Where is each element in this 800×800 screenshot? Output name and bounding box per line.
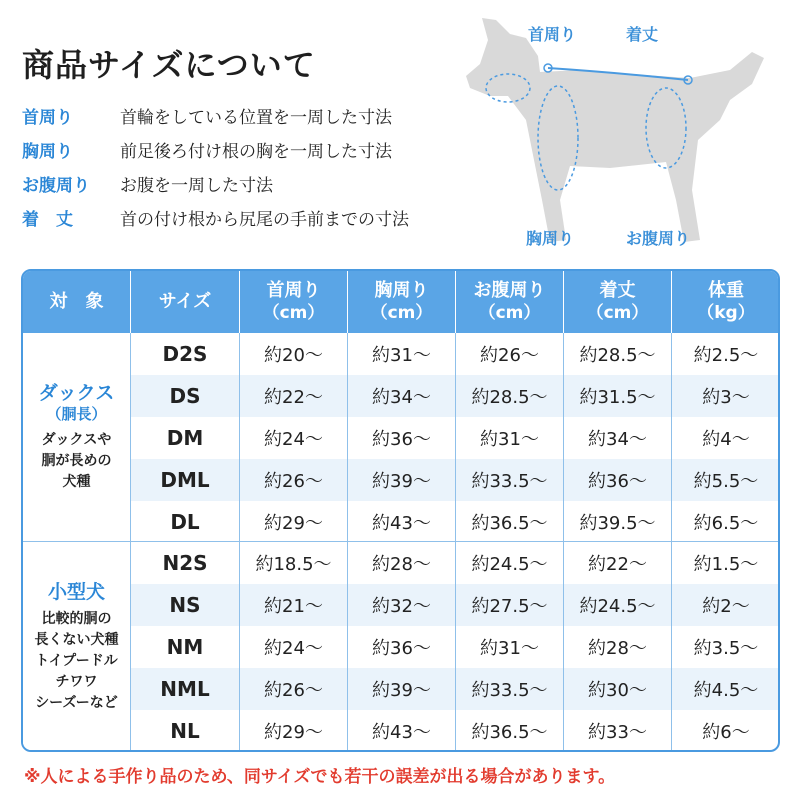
- value-cell: 約39〜: [348, 459, 456, 501]
- group-dachshund: [23, 333, 131, 541]
- value-cell: 約33〜: [564, 710, 672, 752]
- header-unit: （cm）: [370, 303, 433, 323]
- value-cell: 約2.5〜: [693, 345, 759, 366]
- value-cell: 約36〜: [348, 417, 456, 459]
- header-chest: [348, 271, 456, 333]
- header-label: サイズ: [158, 291, 212, 312]
- dog-silhouette-icon: [430, 0, 800, 260]
- value-cell: 約36〜: [348, 626, 456, 668]
- definition-term: 首周り: [22, 107, 73, 128]
- value-cell: 約24〜: [240, 626, 348, 668]
- value-cell: 約36〜: [564, 459, 672, 501]
- size-table: [21, 269, 780, 752]
- value-cell: 約28.5〜: [456, 375, 564, 417]
- group-name: 小型犬: [47, 580, 105, 603]
- size-cell: N2S: [131, 542, 240, 584]
- header-belly: [456, 271, 564, 333]
- size-cell: DM: [131, 417, 240, 459]
- value-cell: 約22〜: [564, 542, 672, 584]
- table-row: [131, 542, 780, 584]
- group-desc-line: 犬種: [62, 473, 91, 490]
- dog-measurement-diagram: [430, 0, 800, 260]
- value-cell: 約18.5〜: [240, 542, 348, 584]
- table-row: [131, 417, 780, 459]
- definition-neck: [22, 98, 409, 132]
- header-label: 首周り: [266, 280, 321, 301]
- value-cell: 約26〜: [456, 333, 564, 375]
- page-title: 商品サイズについて: [22, 46, 316, 84]
- header-unit: （cm）: [586, 303, 649, 323]
- value-cell: 約24.5〜: [564, 584, 672, 626]
- value-cell: 約26〜: [240, 459, 348, 501]
- group-desc-line: 胴が長めの: [41, 452, 112, 469]
- table-row: [131, 710, 780, 752]
- header-target: [23, 271, 131, 333]
- table-row: [131, 626, 780, 668]
- header-label: お腹周り: [473, 280, 546, 301]
- header-label: 体重: [708, 280, 744, 301]
- diagram-label-length: 着丈: [626, 25, 659, 44]
- header-label: 着丈: [599, 280, 636, 301]
- size-cell: DS: [131, 375, 240, 417]
- value-cell: 約39〜: [348, 668, 456, 710]
- definition-term: 胸周り: [22, 141, 73, 162]
- definition-term: お腹周り: [22, 175, 90, 196]
- header-neck: [240, 271, 348, 333]
- value-cell: 約4.5〜: [693, 680, 759, 701]
- footnote: ※人による手作り品のため、同サイズでも若干の誤差が出る場合があります。: [24, 767, 616, 787]
- definitions-list: [22, 98, 409, 234]
- diagram-label-belly: お腹周り: [626, 229, 691, 248]
- table-row: [131, 501, 780, 543]
- group-name: ダックス: [38, 381, 115, 404]
- header-label: 対 象: [49, 291, 104, 312]
- diagram-label-chest: 胸周り: [526, 229, 575, 248]
- value-cell: 約28.5〜: [564, 333, 672, 375]
- value-cell: 約24.5〜: [456, 542, 564, 584]
- group-desc: [35, 609, 119, 714]
- table-row: [131, 459, 780, 501]
- value-cell: 約39.5〜: [564, 501, 672, 543]
- group-desc-line: 比較的胴の: [41, 610, 112, 627]
- group-sub: （胴長）: [46, 404, 107, 423]
- size-cell: NML: [131, 668, 240, 710]
- value-cell: 約30〜: [564, 668, 672, 710]
- size-cell: D2S: [131, 333, 240, 375]
- group-desc: [42, 430, 112, 493]
- definition-term: 着 丈: [22, 209, 73, 230]
- value-cell: 約21〜: [240, 584, 348, 626]
- value-cell: 約31.5〜: [564, 375, 672, 417]
- table-header: [23, 271, 778, 333]
- value-cell: 約24〜: [240, 417, 348, 459]
- value-cell: 約34〜: [564, 417, 672, 459]
- value-cell: 約2〜: [702, 596, 750, 617]
- value-cell: 約31〜: [456, 417, 564, 459]
- value-cell: 約1.5〜: [693, 554, 759, 575]
- definition-desc: お腹を一周した寸法: [120, 175, 273, 196]
- group-desc-line: 長くない犬種: [34, 631, 119, 648]
- group-desc-line: シーズーなど: [35, 694, 118, 711]
- size-cell: DML: [131, 459, 240, 501]
- value-cell: 約5.5〜: [693, 471, 759, 492]
- value-cell: 約26〜: [240, 668, 348, 710]
- header-label: 胸周り: [374, 280, 429, 301]
- header-size: [131, 271, 240, 333]
- size-cell: NL: [131, 710, 240, 752]
- value-cell: 約27.5〜: [456, 584, 564, 626]
- value-cell: 約43〜: [348, 501, 456, 543]
- header-length: [564, 271, 672, 333]
- size-cell: NM: [131, 626, 240, 668]
- value-cell: 約33.5〜: [456, 668, 564, 710]
- definition-desc: 前足後ろ付け根の胸を一周した寸法: [120, 141, 392, 162]
- table-row: [131, 375, 780, 417]
- value-cell: 約36.5〜: [456, 501, 564, 543]
- definition-length: [22, 200, 409, 234]
- value-cell: 約6〜: [702, 722, 750, 743]
- value-cell: 約3.5〜: [693, 638, 759, 659]
- size-cell: DL: [131, 501, 240, 543]
- header-weight: [672, 271, 780, 333]
- value-cell: 約32〜: [348, 584, 456, 626]
- definition-desc: 首の付け根から尻尾の手前までの寸法: [120, 209, 409, 230]
- group-small-dog: [23, 542, 131, 752]
- table-row: [131, 333, 780, 375]
- table-row: [131, 668, 780, 710]
- header-unit: （kg）: [697, 303, 755, 323]
- definition-chest: [22, 132, 409, 166]
- group-desc-line: トイプードル: [35, 652, 118, 669]
- value-cell: 約33.5〜: [456, 459, 564, 501]
- table-row: [131, 584, 780, 626]
- header-unit: （cm）: [478, 303, 541, 323]
- header-unit: （cm）: [262, 303, 325, 323]
- group-desc-line: ダックスや: [41, 431, 112, 448]
- definition-desc: 首輪をしている位置を一周した寸法: [120, 107, 392, 128]
- definition-belly: [22, 166, 409, 200]
- value-cell: 約31〜: [456, 626, 564, 668]
- value-cell: 約20〜: [240, 333, 348, 375]
- size-cell: NS: [131, 584, 240, 626]
- value-cell: 約36.5〜: [456, 710, 564, 752]
- value-cell: 約29〜: [240, 710, 348, 752]
- group-desc-line: チワワ: [55, 673, 98, 690]
- value-cell: 約6.5〜: [693, 513, 759, 534]
- value-cell: 約3〜: [702, 387, 750, 408]
- value-cell: 約43〜: [348, 710, 456, 752]
- value-cell: 約22〜: [240, 375, 348, 417]
- diagram-label-neck: 首周り: [528, 25, 577, 44]
- value-cell: 約4〜: [702, 429, 750, 450]
- value-cell: 約34〜: [348, 375, 456, 417]
- value-cell: 約28〜: [348, 542, 456, 584]
- value-cell: 約28〜: [564, 626, 672, 668]
- value-cell: 約31〜: [348, 333, 456, 375]
- value-cell: 約29〜: [240, 501, 348, 543]
